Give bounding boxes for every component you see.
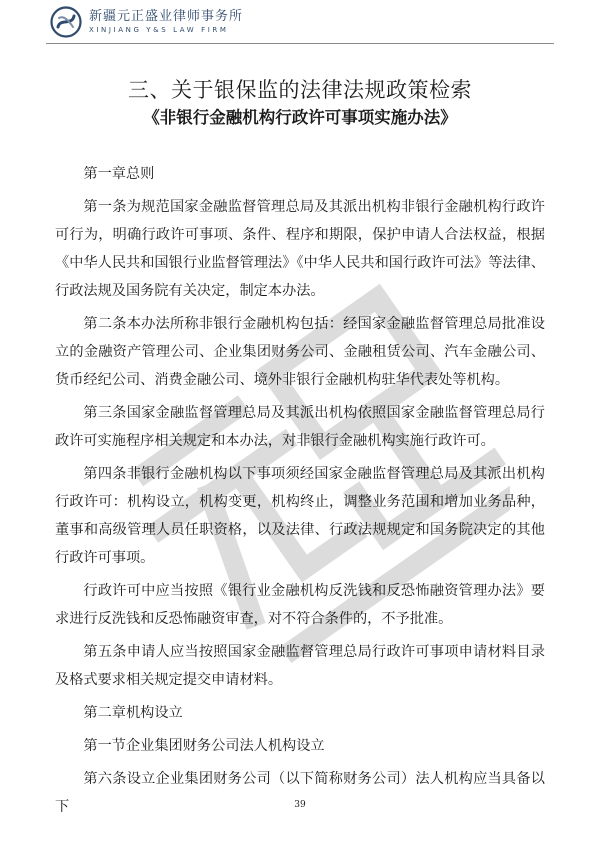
firm-name-en: XINJIANG Y&S LAW FIRM — [89, 26, 229, 34]
article-paragraph: 第二条本办法所称非银行金融机构包括：经国家金融监督管理总局批准设立的金融资产管理公司、企业集团财务公司、金融租赁公司、汽车金融公司、货币经纪公司、消费金融公司、境外非银行金融机构驻华代表处等机构。 — [55, 316, 545, 388]
chapter-heading: 第二章机构设立 — [83, 705, 183, 721]
article-paragraph: 第四条非银行金融机构以下事项须经国家金融监督管理总局及其派出机构行政许可：机构设立，机构变更，机构终止，调整业务范围和增加业务品种，董事和高级管理人员任职资格，以及法律、行政法规规定和国务院决定的其他行政许可事项。 — [55, 466, 545, 566]
document-title: 《非银行金融机构行政许可事项实施办法》 — [143, 108, 457, 127]
article-paragraph: 第六条设立企业集团财务公司（以下简称财务公司）法人机构应当具备以下 — [55, 771, 545, 815]
article-paragraph: 行政许可中应当按照《银行业金融机构反洗钱和反恐怖融资管理办法》要求进行反洗钱和反恐怖融资审查，对不符合条件的，不予批准。 — [55, 583, 545, 627]
section-title: 三、关于银保监的法律法规政策检索 — [128, 78, 472, 102]
header-divider — [46, 43, 554, 44]
page-number: 39 — [294, 800, 306, 810]
document-body — [55, 160, 545, 826]
article-paragraph: 第五条申请人应当按照国家金融监督管理总局行政许可事项申请材料目录及格式要求相关规定提交申请材料。 — [55, 644, 545, 688]
article-paragraph: 第三条国家金融监督管理总局及其派出机构依照国家金融监督管理总局行政许可实施程序相关规定和本办法，对非银行金融机构实施行政许可。 — [55, 405, 545, 449]
chapter-heading: 第一章总则 — [83, 166, 155, 182]
article-paragraph: 第一条为规范国家金融监督管理总局及其派出机构非银行金融机构行政许可行为，明确行政许可事项、条件、程序和期限，保护申请人合法权益，根据《中华人民共和国银行业监督管理法》《中华人民共和国行政许可法》等法律、行政法规及国务院有关决定，制定本办法。 — [55, 199, 545, 299]
firm-name-block — [89, 9, 243, 35]
firm-name-cn: 新疆元正盛业律师事务所 — [89, 9, 244, 24]
firm-logo-icon — [50, 6, 82, 38]
section-heading: 第一节企业集团财务公司法人机构设立 — [83, 738, 325, 754]
letterhead — [50, 6, 243, 38]
